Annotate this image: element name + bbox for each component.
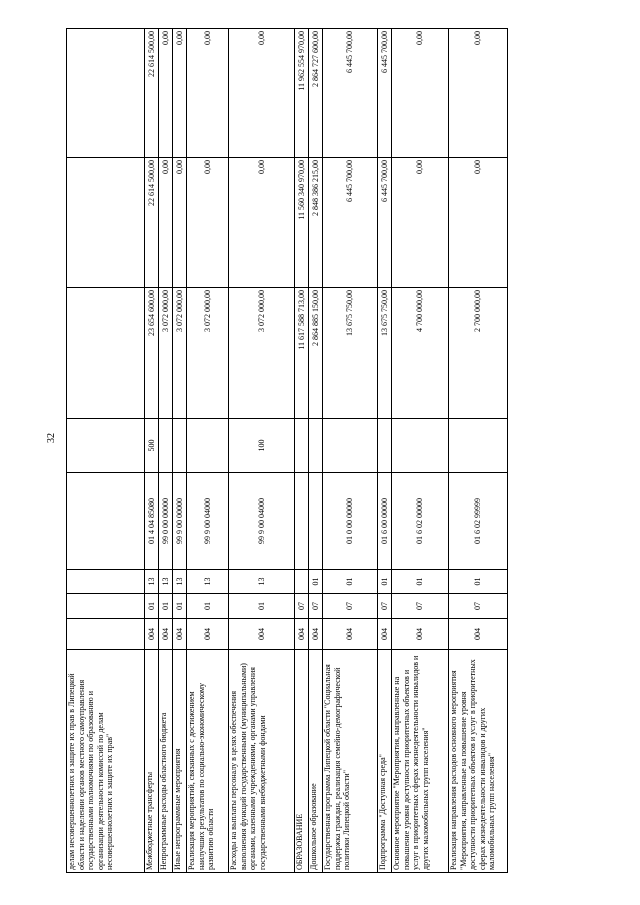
cell-c2: 07 — [295, 594, 309, 619]
cell-c5 — [159, 419, 173, 473]
cell-v3 — [67, 29, 145, 158]
cell-c3: 01 — [323, 570, 378, 594]
cell-c3: 01 — [392, 570, 449, 594]
cell-c3: 13 — [145, 570, 159, 594]
cell-v3: 22 614 500,00 — [145, 29, 159, 158]
cell-c3: 01 — [449, 570, 508, 594]
cell-c1 — [67, 619, 145, 650]
cell-c2: 01 — [159, 594, 173, 619]
cell-v3: 11 962 554 970,00 — [295, 29, 309, 158]
cell-v1: 2 700 000,00 — [449, 288, 508, 419]
cell-c1: 004 — [145, 619, 159, 650]
cell-c1: 004 — [295, 619, 309, 650]
cell-v2: 2 848 386 215,00 — [309, 158, 323, 288]
table-row — [187, 29, 229, 873]
cell-c5 — [295, 419, 309, 473]
cell-c2: 01 — [187, 594, 229, 619]
table-body — [67, 29, 508, 873]
page-number: 32 — [46, 433, 57, 443]
cell-name: Межбюджетные трансферты — [145, 650, 159, 873]
cell-c3 — [67, 570, 145, 594]
cell-c4 — [67, 473, 145, 570]
cell-c1: 004 — [378, 619, 392, 650]
cell-c5 — [449, 419, 508, 473]
cell-v1: 3 072 000,00 — [187, 288, 229, 419]
cell-v2: 0,00 — [449, 158, 508, 288]
table-row — [145, 29, 159, 873]
cell-name: Реализация направления расходов основного мероприятия "Мероприятия, направленные на повышение уровня доступности приоритетных объектов и услуг в приоритетных сферах жизнедеятельности инвалидов и других маломобильных групп населения" — [449, 650, 508, 873]
cell-c3: 13 — [229, 570, 295, 594]
table-row — [67, 29, 145, 873]
cell-c2 — [67, 594, 145, 619]
cell-v3: 0,00 — [392, 29, 449, 158]
cell-v1: 4 700 000,00 — [392, 288, 449, 419]
cell-name: Реализация мероприятий, связанных с достижением наилучших результатов по социально-экономическому развитию области — [187, 650, 229, 873]
cell-c5 — [323, 419, 378, 473]
cell-v3: 2 864 727 600,00 — [309, 29, 323, 158]
table-row — [392, 29, 449, 873]
cell-v1: 3 072 000,00 — [159, 288, 173, 419]
cell-v2 — [67, 158, 145, 288]
cell-c5 — [392, 419, 449, 473]
cell-name: Дошкольное образование — [309, 650, 323, 873]
cell-c1: 004 — [229, 619, 295, 650]
cell-c2: 07 — [378, 594, 392, 619]
table-row — [378, 29, 392, 873]
cell-c4 — [295, 473, 309, 570]
cell-v2: 6 445 700,00 — [378, 158, 392, 288]
cell-c5 — [67, 419, 145, 473]
cell-c4: 01 6 02 00000 — [392, 473, 449, 570]
cell-v1: 13 675 750,00 — [323, 288, 378, 419]
cell-c3 — [295, 570, 309, 594]
cell-c5: 100 — [229, 419, 295, 473]
cell-c2: 07 — [449, 594, 508, 619]
cell-c4: 99 0 00 00000 — [159, 473, 173, 570]
cell-v1: 13 675 750,00 — [378, 288, 392, 419]
cell-v2: 0,00 — [392, 158, 449, 288]
cell-c4: 01 0 00 00000 — [323, 473, 378, 570]
cell-v3: 0,00 — [173, 29, 187, 158]
rotated-table-container — [66, 29, 497, 873]
cell-v3: 0,00 — [449, 29, 508, 158]
cell-v1: 3 072 000,00 — [173, 288, 187, 419]
cell-c1: 004 — [323, 619, 378, 650]
cell-name: Непрограммные расходы областного бюджета — [159, 650, 173, 873]
cell-c2: 07 — [323, 594, 378, 619]
cell-v2: 0,00 — [187, 158, 229, 288]
cell-c1: 004 — [392, 619, 449, 650]
table-row — [295, 29, 309, 873]
cell-c2: 07 — [392, 594, 449, 619]
cell-c2: 07 — [309, 594, 323, 619]
cell-name: Иные непрограммные мероприятия — [173, 650, 187, 873]
table-row — [229, 29, 295, 873]
cell-v2: 6 445 700,00 — [323, 158, 378, 288]
cell-c3: 13 — [159, 570, 173, 594]
cell-c4: 01 6 00 00000 — [378, 473, 392, 570]
cell-v1: 23 654 600,00 — [145, 288, 159, 419]
cell-c1: 004 — [187, 619, 229, 650]
cell-c2: 01 — [229, 594, 295, 619]
cell-v2: 0,00 — [229, 158, 295, 288]
cell-v3: 6 445 700,00 — [378, 29, 392, 158]
cell-name: Государственная программа Липецкой области "Социальная поддержка граждан, реализация семейно-демографической политики Липецкой области" — [323, 650, 378, 873]
cell-v3: 0,00 — [229, 29, 295, 158]
cell-c5: 500 — [145, 419, 159, 473]
cell-c4: 99 9 00 04000 — [187, 473, 229, 570]
cell-name: делам несовершеннолетних и защите их прав в Липецкой области и наделении органов местного самоуправления государственными полномочиями по образованию и организации деятельности комиссий по делам несовершеннолетних и защите их прав" — [67, 650, 145, 873]
cell-v2: 22 614 500,00 — [145, 158, 159, 288]
cell-c1: 004 — [309, 619, 323, 650]
cell-v1: 3 072 000,00 — [229, 288, 295, 419]
cell-c5 — [187, 419, 229, 473]
table-row — [323, 29, 378, 873]
cell-v1 — [67, 288, 145, 419]
cell-name: Основное мероприятие "Мероприятия, направленные на повышение уровня доступности приоритетных объектов и услуг в приоритетных сферах жизнедеятельности инвалидов и других маломобильных групп населения" — [392, 650, 449, 873]
cell-c2: 01 — [145, 594, 159, 619]
cell-c3: 01 — [309, 570, 323, 594]
cell-v2: 0,00 — [173, 158, 187, 288]
cell-v3: 0,00 — [159, 29, 173, 158]
cell-c3: 13 — [173, 570, 187, 594]
cell-c2: 01 — [173, 594, 187, 619]
cell-v2: 11 560 340 970,00 — [295, 158, 309, 288]
cell-name: Подпрограмма "Доступная среда" — [378, 650, 392, 873]
table-row — [309, 29, 323, 873]
table-row — [173, 29, 187, 873]
cell-c5 — [378, 419, 392, 473]
cell-v1: 11 617 588 713,00 — [295, 288, 309, 419]
cell-c1: 004 — [449, 619, 508, 650]
cell-v3: 0,00 — [187, 29, 229, 158]
cell-c4: 01 6 02 99999 — [449, 473, 508, 570]
cell-name: ОБРАЗОВАНИЕ — [295, 650, 309, 873]
cell-c3: 13 — [187, 570, 229, 594]
cell-c5 — [173, 419, 187, 473]
cell-c1: 004 — [173, 619, 187, 650]
cell-c4 — [309, 473, 323, 570]
cell-v3: 6 445 700,00 — [323, 29, 378, 158]
cell-name: Расходы на выплаты персоналу в целях обеспечения выполнения функций государственными (муниципальными) органами, казенными учреждениями, органами управления государственными внебюджетными фондами — [229, 650, 295, 873]
cell-c4: 01 4 04 85080 — [145, 473, 159, 570]
table-row — [449, 29, 508, 873]
cell-c3: 01 — [378, 570, 392, 594]
budget-table — [66, 28, 508, 873]
cell-c4: 99 9 00 04000 — [229, 473, 295, 570]
cell-c1: 004 — [159, 619, 173, 650]
cell-c5 — [309, 419, 323, 473]
cell-c4: 99 9 00 00000 — [173, 473, 187, 570]
cell-v1: 2 864 885 150,00 — [309, 288, 323, 419]
table-row — [159, 29, 173, 873]
cell-v2: 0,00 — [159, 158, 173, 288]
